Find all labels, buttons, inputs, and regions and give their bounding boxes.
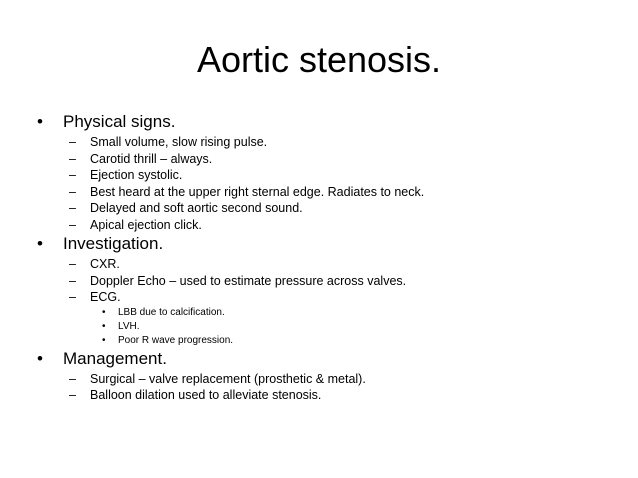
list-item-text: Balloon dilation used to alleviate stenosis. [90,388,322,402]
dash-marker: – [69,257,76,271]
bullet-management [30,348,620,370]
section-heading: Management. [63,348,167,368]
dash-marker: – [69,388,76,402]
bullet-marker: • [102,334,106,346]
list-item-text: CXR. [90,257,120,271]
sub-list-item-text: Poor R wave progression. [118,334,234,346]
list-item-text: Carotid thrill – always. [90,151,213,166]
list-item [30,134,620,151]
sub-list-item [30,306,620,320]
dash-marker: – [69,168,76,182]
list-item-text: Small volume, slow rising pulse. [90,135,268,149]
list-item [30,273,620,290]
dash-marker: – [69,184,76,199]
bullet-investigation [30,233,620,255]
dash-marker: – [69,273,76,288]
list-item [30,184,620,201]
bullet-marker: • [37,234,43,253]
bullet-physical-signs [30,111,620,133]
list-item [30,256,620,273]
list-item-text: Doppler Echo – used to estimate pressure across valves. [90,273,407,288]
list-item [30,387,620,404]
dash-marker: – [69,151,76,166]
list-item-text: Ejection systolic. [90,168,183,182]
sub-list-item-text: LBB due to calcification. [118,306,225,318]
sub-list-item [30,320,620,334]
bullet-marker: • [102,306,106,318]
slide-content [30,111,620,404]
section-heading: Investigation. [63,234,164,253]
dash-marker: – [69,135,76,149]
list-item [30,200,620,217]
slide-title: Aortic stenosis. [196,39,442,80]
list-item-text: Delayed and soft aortic second sound. [90,201,303,215]
sub-list-item-text: LVH. [118,320,140,332]
list-item-text: ECG. [90,290,121,304]
list-item [30,371,620,388]
bullet-marker: • [37,112,43,131]
list-item-text: Surgical – valve replacement (prosthetic & metal). [90,371,366,386]
list-item [30,151,620,168]
dash-marker: – [69,201,76,215]
list-item [30,167,620,184]
bullet-marker: • [102,320,106,332]
list-item [30,289,620,306]
list-item-text: Apical ejection click. [90,217,202,232]
dash-marker: – [69,371,76,386]
sub-list-item [30,334,620,348]
dash-marker: – [69,290,76,304]
list-item-text: Best heard at the upper right sternal edge. Radiates to neck. [90,184,425,199]
section-heading: Physical signs. [63,112,176,131]
list-item [30,217,620,234]
bullet-marker: • [37,348,43,368]
dash-marker: – [69,217,76,232]
